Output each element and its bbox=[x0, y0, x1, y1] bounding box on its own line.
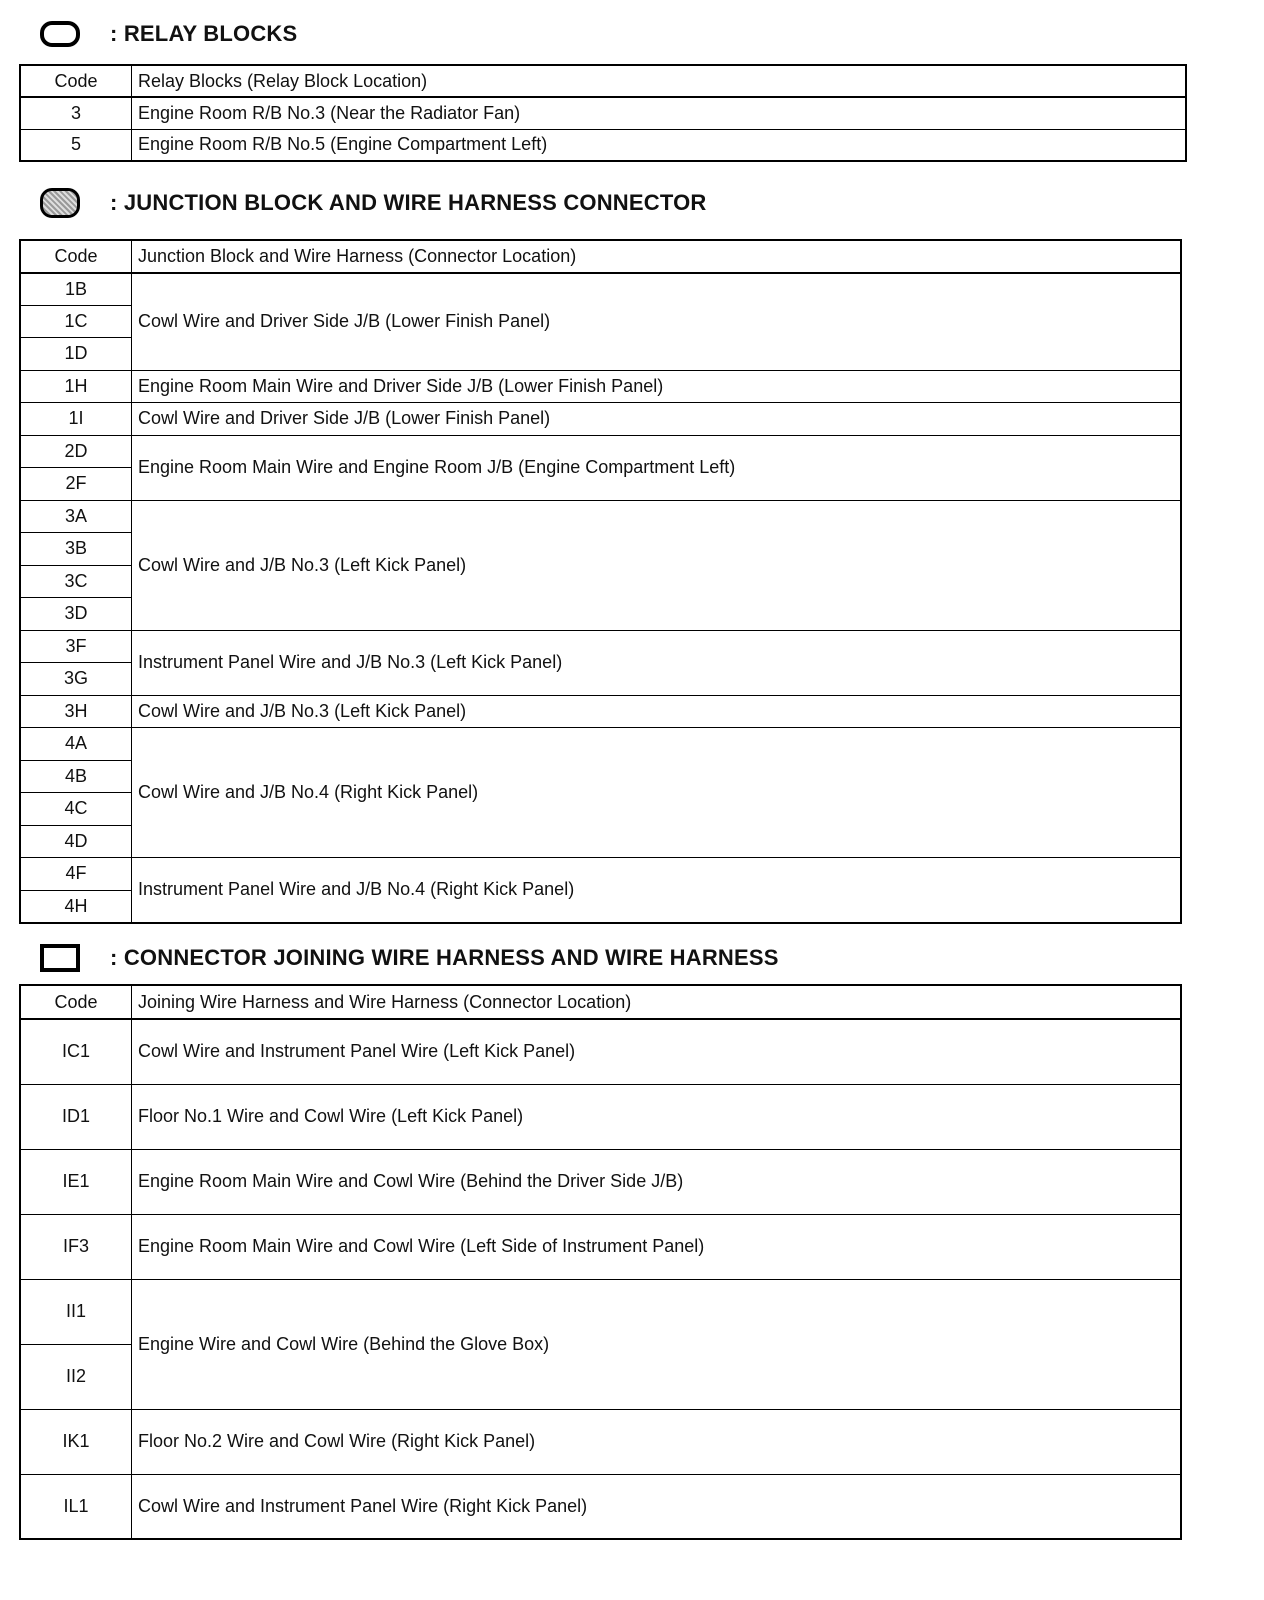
table-row bbox=[20, 1409, 1181, 1474]
location-cell: Engine Room Main Wire and Cowl Wire (Behind the Driver Side J/B) bbox=[132, 1149, 1182, 1214]
code-cell: 1D bbox=[20, 338, 132, 371]
code-cell: 5 bbox=[20, 129, 132, 161]
relay-section-title: : RELAY BLOCKS bbox=[110, 21, 298, 46]
header-code: Code bbox=[20, 65, 132, 97]
code-cell: 3F bbox=[20, 630, 132, 663]
junction-section-title: : JUNCTION BLOCK AND WIRE HARNESS CONNECTOR bbox=[110, 190, 707, 215]
location-cell: Cowl Wire and J/B No.3 (Left Kick Panel) bbox=[132, 500, 1182, 630]
header-location: Junction Block and Wire Harness (Connector Location) bbox=[132, 240, 1182, 273]
location-cell: Engine Room Main Wire and Engine Room J/B (Engine Compartment Left) bbox=[132, 435, 1182, 500]
table-row bbox=[20, 1149, 1181, 1214]
code-cell: 3G bbox=[20, 663, 132, 696]
location-cell: Instrument Panel Wire and J/B No.4 (Right Kick Panel) bbox=[132, 858, 1182, 923]
header-location: Relay Blocks (Relay Block Location) bbox=[132, 65, 1187, 97]
code-cell: 3C bbox=[20, 565, 132, 598]
code-cell: 1B bbox=[20, 273, 132, 306]
code-cell: II1 bbox=[20, 1279, 132, 1344]
table-row bbox=[20, 97, 1186, 129]
joining-table bbox=[19, 984, 1182, 1540]
table-row bbox=[20, 370, 1181, 403]
code-cell: 4B bbox=[20, 760, 132, 793]
code-cell: 4C bbox=[20, 793, 132, 826]
header-location: Joining Wire Harness and Wire Harness (Connector Location) bbox=[132, 985, 1182, 1019]
table-row bbox=[20, 1214, 1181, 1279]
table-row bbox=[20, 1084, 1181, 1149]
table-row bbox=[20, 858, 1181, 891]
code-cell: 4D bbox=[20, 825, 132, 858]
relay-table bbox=[19, 64, 1187, 162]
location-cell: Engine Room Main Wire and Driver Side J/B (Lower Finish Panel) bbox=[132, 370, 1182, 403]
location-cell: Cowl Wire and Instrument Panel Wire (Left Kick Panel) bbox=[132, 1019, 1182, 1084]
rounded-outline-icon bbox=[40, 21, 80, 47]
square-outline-icon bbox=[40, 944, 80, 972]
code-cell: 1C bbox=[20, 305, 132, 338]
code-cell: II2 bbox=[20, 1344, 132, 1409]
location-cell: Cowl Wire and Driver Side J/B (Lower Finish Panel) bbox=[132, 273, 1182, 371]
table-row bbox=[20, 1474, 1181, 1539]
junction-section-header bbox=[40, 187, 707, 219]
location-cell: Floor No.1 Wire and Cowl Wire (Left Kick Panel) bbox=[132, 1084, 1182, 1149]
code-cell: ID1 bbox=[20, 1084, 132, 1149]
relay-section-header bbox=[40, 18, 297, 50]
location-cell: Cowl Wire and J/B No.4 (Right Kick Panel) bbox=[132, 728, 1182, 858]
junction-table bbox=[19, 239, 1182, 924]
location-cell: Cowl Wire and Instrument Panel Wire (Right Kick Panel) bbox=[132, 1474, 1182, 1539]
location-cell: Cowl Wire and Driver Side J/B (Lower Finish Panel) bbox=[132, 403, 1182, 436]
location-cell: Engine Room R/B No.3 (Near the Radiator Fan) bbox=[132, 97, 1187, 129]
code-cell: IC1 bbox=[20, 1019, 132, 1084]
code-cell: 3B bbox=[20, 533, 132, 566]
location-cell: Engine Wire and Cowl Wire (Behind the Glove Box) bbox=[132, 1279, 1182, 1409]
table-row bbox=[20, 1019, 1181, 1084]
code-cell: 4A bbox=[20, 728, 132, 761]
code-cell: 2F bbox=[20, 468, 132, 501]
joining-section-title: : CONNECTOR JOINING WIRE HARNESS AND WIRE HARNESS bbox=[110, 945, 779, 970]
code-cell: 1H bbox=[20, 370, 132, 403]
code-cell: 2D bbox=[20, 435, 132, 468]
header-code: Code bbox=[20, 240, 132, 273]
table-row bbox=[20, 435, 1181, 468]
code-cell: 4F bbox=[20, 858, 132, 891]
table-row bbox=[20, 695, 1181, 728]
header-code: Code bbox=[20, 985, 132, 1019]
code-cell: IE1 bbox=[20, 1149, 132, 1214]
code-cell: 3D bbox=[20, 598, 132, 631]
code-cell: 3 bbox=[20, 97, 132, 129]
table-row bbox=[20, 273, 1181, 306]
code-cell: IL1 bbox=[20, 1474, 132, 1539]
table-row bbox=[20, 129, 1186, 161]
code-cell: 1I bbox=[20, 403, 132, 436]
code-cell: 3A bbox=[20, 500, 132, 533]
joining-section-header bbox=[40, 942, 779, 974]
table-header-row bbox=[20, 985, 1181, 1019]
table-row bbox=[20, 500, 1181, 533]
location-cell: Floor No.2 Wire and Cowl Wire (Right Kick Panel) bbox=[132, 1409, 1182, 1474]
table-header-row bbox=[20, 240, 1181, 273]
table-row bbox=[20, 1279, 1181, 1344]
code-cell: 4H bbox=[20, 890, 132, 923]
code-cell: IF3 bbox=[20, 1214, 132, 1279]
code-cell: IK1 bbox=[20, 1409, 132, 1474]
table-row bbox=[20, 630, 1181, 663]
table-row bbox=[20, 403, 1181, 436]
shaded-rounded-icon bbox=[40, 188, 80, 218]
location-cell: Cowl Wire and J/B No.3 (Left Kick Panel) bbox=[132, 695, 1182, 728]
code-cell: 3H bbox=[20, 695, 132, 728]
location-cell: Engine Room Main Wire and Cowl Wire (Left Side of Instrument Panel) bbox=[132, 1214, 1182, 1279]
table-row bbox=[20, 728, 1181, 761]
location-cell: Instrument Panel Wire and J/B No.3 (Left Kick Panel) bbox=[132, 630, 1182, 695]
location-cell: Engine Room R/B No.5 (Engine Compartment Left) bbox=[132, 129, 1187, 161]
table-header-row bbox=[20, 65, 1186, 97]
